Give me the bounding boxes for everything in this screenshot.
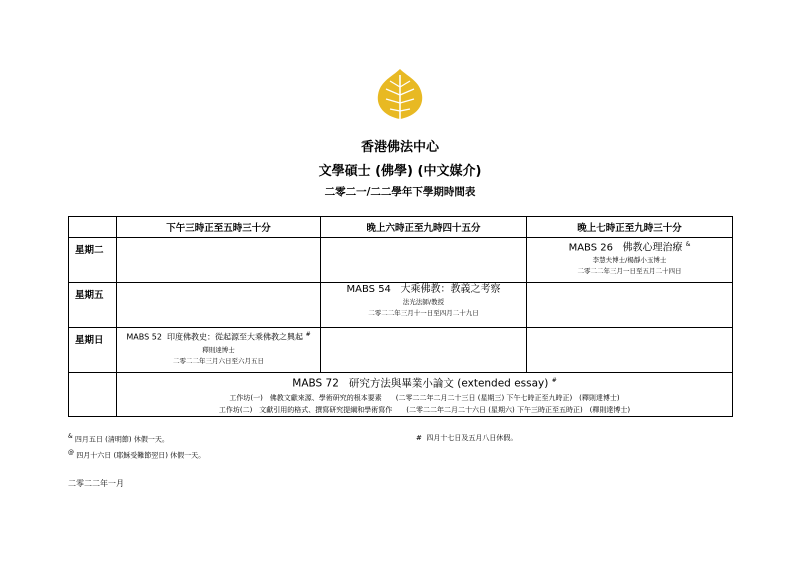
course-dates: 二零二二年三月十一日至四月二十九日 [368,309,479,317]
footnote [68,433,169,444]
course-code: MABS 54 [346,284,391,295]
course-code: MABS 26 [568,242,613,254]
footnote-mark: # [305,331,311,338]
footnote-mark: & [685,241,691,248]
course-code: MABS 72 [292,377,339,390]
day-label: 星期日 [69,328,117,373]
footnote-text: 四月十七日及五月八日休假。 [426,434,518,442]
workshop-2: 工作坊(二) 文獻引用的格式、撰寫研究提綱和學術寫作 (二零二二年二月二十六日 (星期六) 下午三時正至五時正) (釋則達博士) [218,405,631,414]
course-name: 研究方法與畢業小論文 (extended essay) [348,377,549,390]
empty-cell [69,373,117,417]
empty-cell [527,328,733,373]
program-title: 文學碩士 (佛學) (中文媒介) [318,164,482,179]
course-code: MABS 52 [126,332,162,342]
footnote-text: 四月五日 (清明節) 休假一天。 [74,435,169,444]
footnote-mark: # [416,434,422,442]
table-row [69,238,733,283]
empty-cell [527,283,733,328]
footnote [416,433,517,443]
workshop-1: 工作坊(一) 佛教文獻來源、學術研究的根本要素 (二零二二年二月二十三日 (星期三) 下午七時正至九時正) (釋則達博士) [229,393,620,402]
instructor: 法光法師/教授 [402,298,445,306]
table-row [69,283,733,328]
table-row [69,328,733,373]
org-title: 香港佛法中心 [360,140,439,155]
empty-cell [117,283,321,328]
course-name: 佛教心理治療 [622,242,683,254]
instructor: 釋則達博士 [202,345,235,354]
footnote [68,449,205,460]
document-date: 二零二二年一月 [68,479,124,488]
empty-cell [321,328,527,373]
table-row [69,373,733,417]
course-cell [321,283,527,328]
essay-cell [117,373,733,417]
term-title: 二零二一/二二學年下學期時間表 [324,186,476,198]
course-dates: 二零二二年三月六日至六月五日 [173,356,264,365]
course-cell [117,328,321,373]
empty-cell [117,238,321,283]
timetable [68,216,733,417]
footnote-mark: # [551,377,557,384]
column-header: 下午三時正至五時三十分 [117,217,321,238]
column-header: 晚上七時正至九時三十分 [527,217,733,238]
instructor: 李慧夫博士/楊靜小玉博士 [592,256,667,265]
course-cell [527,238,733,283]
course-name: 印度佛教史：從起源至大乘佛教之興起 [167,332,304,342]
footnote-mark: @ [68,449,74,456]
bodhi-leaf-logo [374,67,426,125]
day-label: 星期五 [69,283,117,328]
empty-cell [321,238,527,283]
timetable-header-row [69,217,733,238]
header-corner [69,217,117,238]
footnote-mark: & [68,433,73,440]
footnote-text: 四月十六日 (耶穌受難節翌日) 休假一天。 [76,451,206,460]
day-label: 星期二 [69,238,117,283]
course-dates: 二零二二年三月一日至五月二十四日 [577,267,682,276]
course-name: 大乘佛教：教義之考察 [400,284,501,295]
column-header: 晚上六時正至九時四十五分 [321,217,527,238]
